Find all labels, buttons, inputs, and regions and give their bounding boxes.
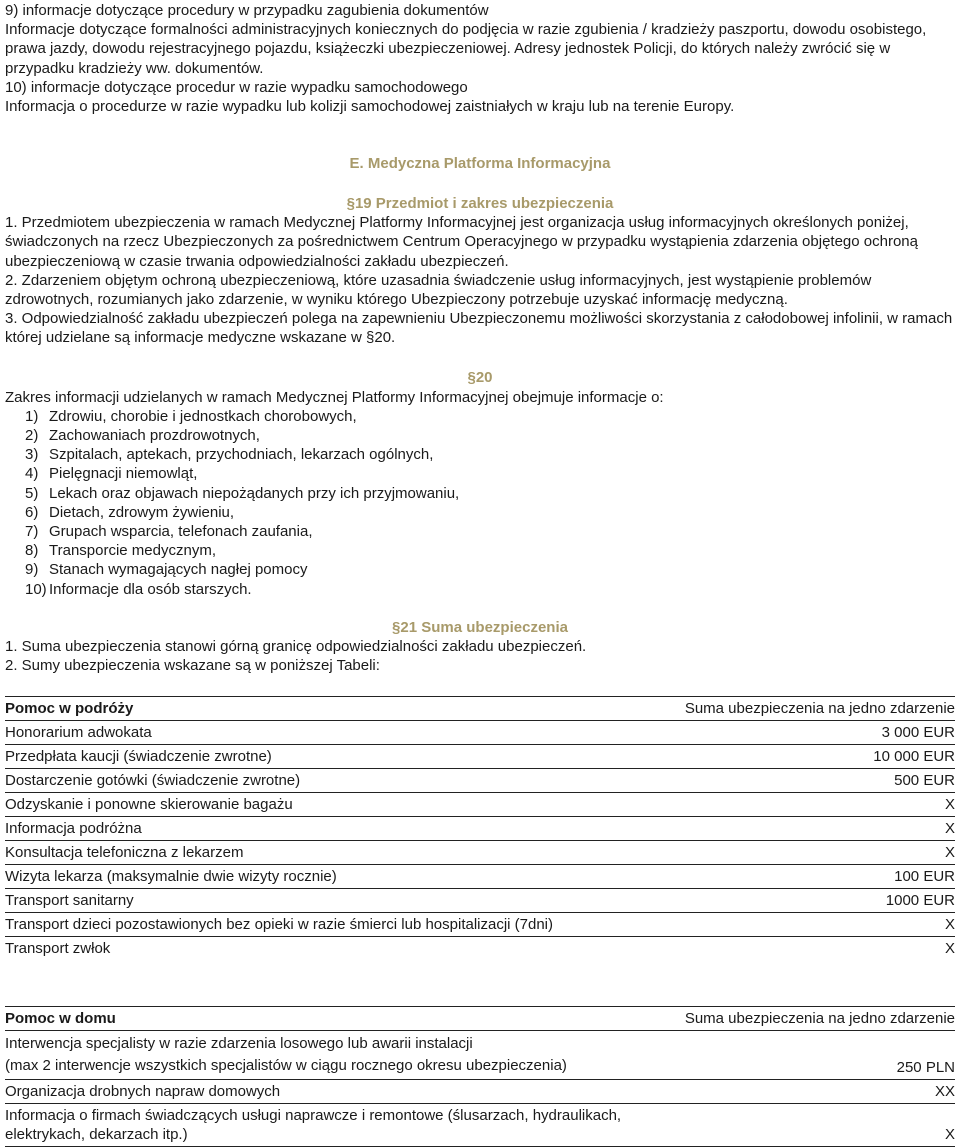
section-21-point-1: 1. Suma ubezpieczenia stanowi górną granicę odpowiedzialności zakładu ubezpieczeń.: [5, 637, 587, 655]
table-row: Informacja o firmach świadczących usługi naprawcze i remontowe (ślusarzach, hydraulikach, elektrykach, dekarzach itp.) X: [5, 1104, 955, 1147]
table-row: Transport dzieci pozostawionych bez opieki w razie śmierci lub hospitalizacji (7dni) X: [5, 913, 955, 937]
section-19-point-1: 1. Przedmiotem ubezpieczenia w ramach Medycznej Platformy Informacyjnej jest organizacja usług informacyjnych określonych poniżej, świadczonych na rzecz Ubezpieczonych za pośrednictwem Centrum Operacyjnego w przypadku wystąpienia zdarzenia objętego ochroną ubezpieczeniową w czasie trwania odpowiedzialności zakładu ubezpieczeń.: [5, 214, 918, 270]
list-item: 3) Szpitalach, aptekach, przychodniach, lekarzach ogólnych,: [25, 446, 434, 464]
list-item: 5) Lekach oraz objawach niepożądanych przy ich przyjmowaniu,: [25, 484, 460, 502]
table-row: Wizyta lekarza (maksymalnie dwie wizyty rocznie) 100 EUR: [5, 865, 955, 889]
list-item: 10) Informacje dla osób starszych.: [25, 580, 252, 598]
table-row: Interwencja specjalisty w razie zdarzenia losowego lub awarii instalacji (max 2 interwencje wszystkich specjalistów w ciągu rocznego okresu ubezpieczenia) 250 PLN: [5, 1031, 955, 1080]
section-20-intro: Zakres informacji udzielanych w ramach Medycznej Platformy Informacyjnej obejmuje informacje o:: [5, 388, 664, 406]
item-9-paragraph: Informacje dotyczące formalności administracyjnych koniecznych do podjęcia w razie zgubienia / kradzieży paszportu, dowodu osobistego, prawa jazdy, dowodu rejestracyjnego pojazdu, książeczki ubezpieczeniowej. Adresy jednostek Policji, do których należy zwrócić się w przypadku kradzieży ww. dokumentów.: [5, 21, 927, 77]
table-row: Informacja podróżna X: [5, 817, 955, 841]
table-row: Transport sanitarny 1000 EUR: [5, 889, 955, 913]
section-e-title: E. Medyczna Platforma Informacyjna: [349, 155, 611, 173]
table-header-left: Pomoc w domu: [5, 1007, 685, 1031]
table-row: Przedpłata kaucji (świadczenie zwrotne) 10 000 EUR: [5, 745, 955, 769]
section-20-list: [5, 407, 955, 599]
table-row: Honorarium adwokata 3 000 EUR: [5, 721, 955, 745]
item-10-paragraph: Informacja o procedurze w razie wypadku lub kolizji samochodowej zaistniałych w kraju lub na terenie Europy.: [5, 98, 735, 116]
item-10-heading: 10) informacje dotyczące procedur w razie wypadku samochodowego: [5, 78, 468, 96]
section-20-title: §20: [467, 368, 493, 386]
table-row: Transport zwłok X: [5, 940, 955, 958]
home-assistance-table: [5, 1006, 955, 1147]
list-item: 7) Grupach wsparcia, telefonach zaufania,: [25, 523, 313, 541]
list-item: 8) Transporcie medycznym,: [25, 542, 216, 560]
table-header-right: Suma ubezpieczenia na jedno zdarzenie: [641, 697, 955, 721]
table-row: Dostarczenie gotówki (świadczenie zwrotne) 500 EUR: [5, 769, 955, 793]
section-21-title: §21 Suma ubezpieczenia: [392, 618, 568, 636]
list-item: 1) Zdrowiu, chorobie i jednostkach chorobowych,: [25, 407, 357, 425]
section-19-point-3: 3. Odpowiedzialność zakładu ubezpieczeń polega na zapewnieniu Ubezpieczonemu możliwości skorzystania z całodobowej infolinii, w ramach której udzielane są informacje medyczne wskazane w §20.: [5, 310, 953, 347]
section-19-title: §19 Przedmiot i zakres ubezpieczenia: [346, 195, 614, 213]
table-header-row: [5, 697, 955, 721]
table-row: Organizacja drobnych napraw domowych XX: [5, 1080, 955, 1104]
section-19-point-2: 2. Zdarzeniem objętym ochroną ubezpieczeniową, które uzasadnia świadczenie usług informacyjnych, jest wystąpienie problemów zdrowotnych, rozumianych jako zdarzenie, w wyniku którego Ubezpieczony potrzebuje uzyskać informację medyczną.: [5, 271, 872, 309]
list-item: 6) Dietach, zdrowym żywieniu,: [25, 503, 235, 521]
item-9-heading: 9) informacje dotyczące procedury w przypadku zagubienia dokumentów: [5, 2, 489, 19]
table-header-row: [5, 1007, 955, 1031]
list-item: 2) Zachowaniach prozdrowotnych,: [25, 427, 260, 445]
list-item: 4) Pielęgnacji niemowląt,: [25, 465, 198, 483]
travel-assistance-table: [5, 696, 955, 960]
list-item: 9) Stanach wymagających nagłej pomocy: [25, 561, 308, 579]
section-21-point-2: 2. Sumy ubezpieczenia wskazane są w poniższej Tabeli:: [5, 657, 380, 675]
table-header-right: Suma ubezpieczenia na jedno zdarzenie: [685, 1007, 955, 1031]
table-header-left: Pomoc w podróży: [5, 697, 641, 721]
table-row: Konsultacja telefoniczna z lekarzem X: [5, 841, 955, 865]
table-row: Odzyskanie i ponowne skierowanie bagażu X: [5, 793, 955, 817]
